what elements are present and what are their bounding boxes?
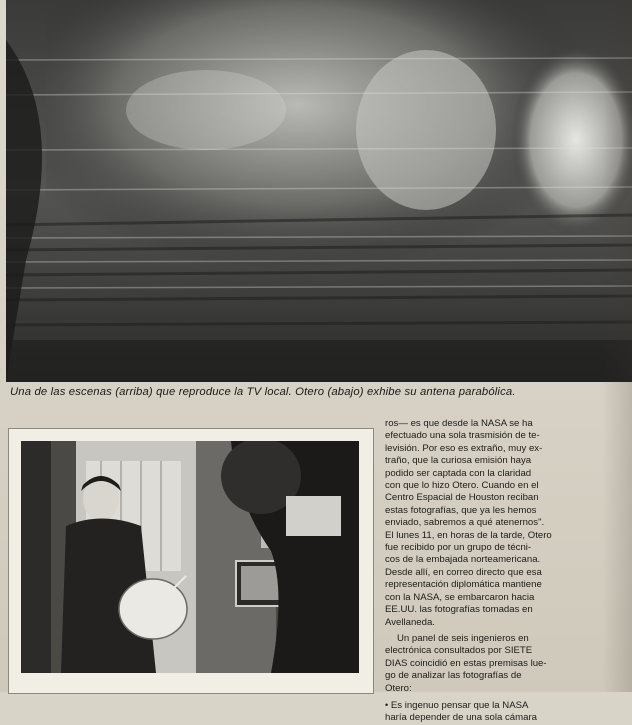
text-line: fue recibido por un grupo de técni-	[385, 542, 532, 554]
text-line: enviado, sabremos a qué atenernos".	[385, 517, 545, 529]
text-line: Un panel de seis ingenieros en	[397, 632, 529, 644]
bullet-icon: •	[385, 699, 389, 710]
text-line: haría depender de una sola cámara	[385, 712, 538, 724]
text-line: ros— es que desde la NASA se ha	[385, 418, 533, 429]
text-line: Otero:	[385, 682, 412, 694]
text-line: Avellaneda.	[385, 616, 435, 628]
text-line: El lunes 11, en horas de la tarde, Otero	[385, 529, 552, 541]
text-line: electrónica consultados por SIETE	[385, 645, 533, 657]
text-line: con la NASA, se embarcaron hacia	[385, 591, 535, 603]
text-line: go de analizar las fotografías de	[385, 670, 522, 682]
photo-caption: Una de las escenas (arriba) que reproduce la TV local. Otero (abajo) exhibe su antena parabólica.	[10, 386, 516, 398]
antenna-photo	[21, 441, 359, 673]
text-line: estas fotografías, que ya les hemos	[385, 504, 537, 516]
text-line: representación diplomática mantiene	[385, 579, 542, 591]
paragraph-1	[385, 418, 607, 629]
bullet-paragraph	[385, 699, 607, 725]
article-column	[385, 418, 607, 725]
text-line: levisión. Por eso es extraño, muy ex-	[385, 442, 543, 454]
antenna-photo-frame	[8, 428, 374, 694]
text-line: Centro Espacial de Houston reciban	[385, 492, 539, 504]
bullet-text: Es ingenuo pensar que la NASA	[390, 699, 529, 711]
paragraph-2	[385, 633, 607, 695]
text-line: podido ser captada con la claridad	[385, 467, 532, 479]
text-line: EE.UU. las fotografías tomadas en	[385, 604, 533, 616]
text-line	[385, 699, 607, 712]
text-line: DIAS coincidió en estas premisas lue-	[385, 657, 547, 669]
text-line: traño, que la curiosa emisión haya	[385, 455, 532, 467]
text-line: con que lo hizo Otero. Cuando en el	[385, 480, 539, 492]
text-line: Desde allí, en correo directo que esa	[385, 566, 542, 578]
tv-screen-photo	[6, 0, 632, 382]
text-line: cos de la embajada norteamericana.	[385, 554, 541, 566]
text-line: efectuado una sola trasmisión de te-	[385, 430, 540, 442]
